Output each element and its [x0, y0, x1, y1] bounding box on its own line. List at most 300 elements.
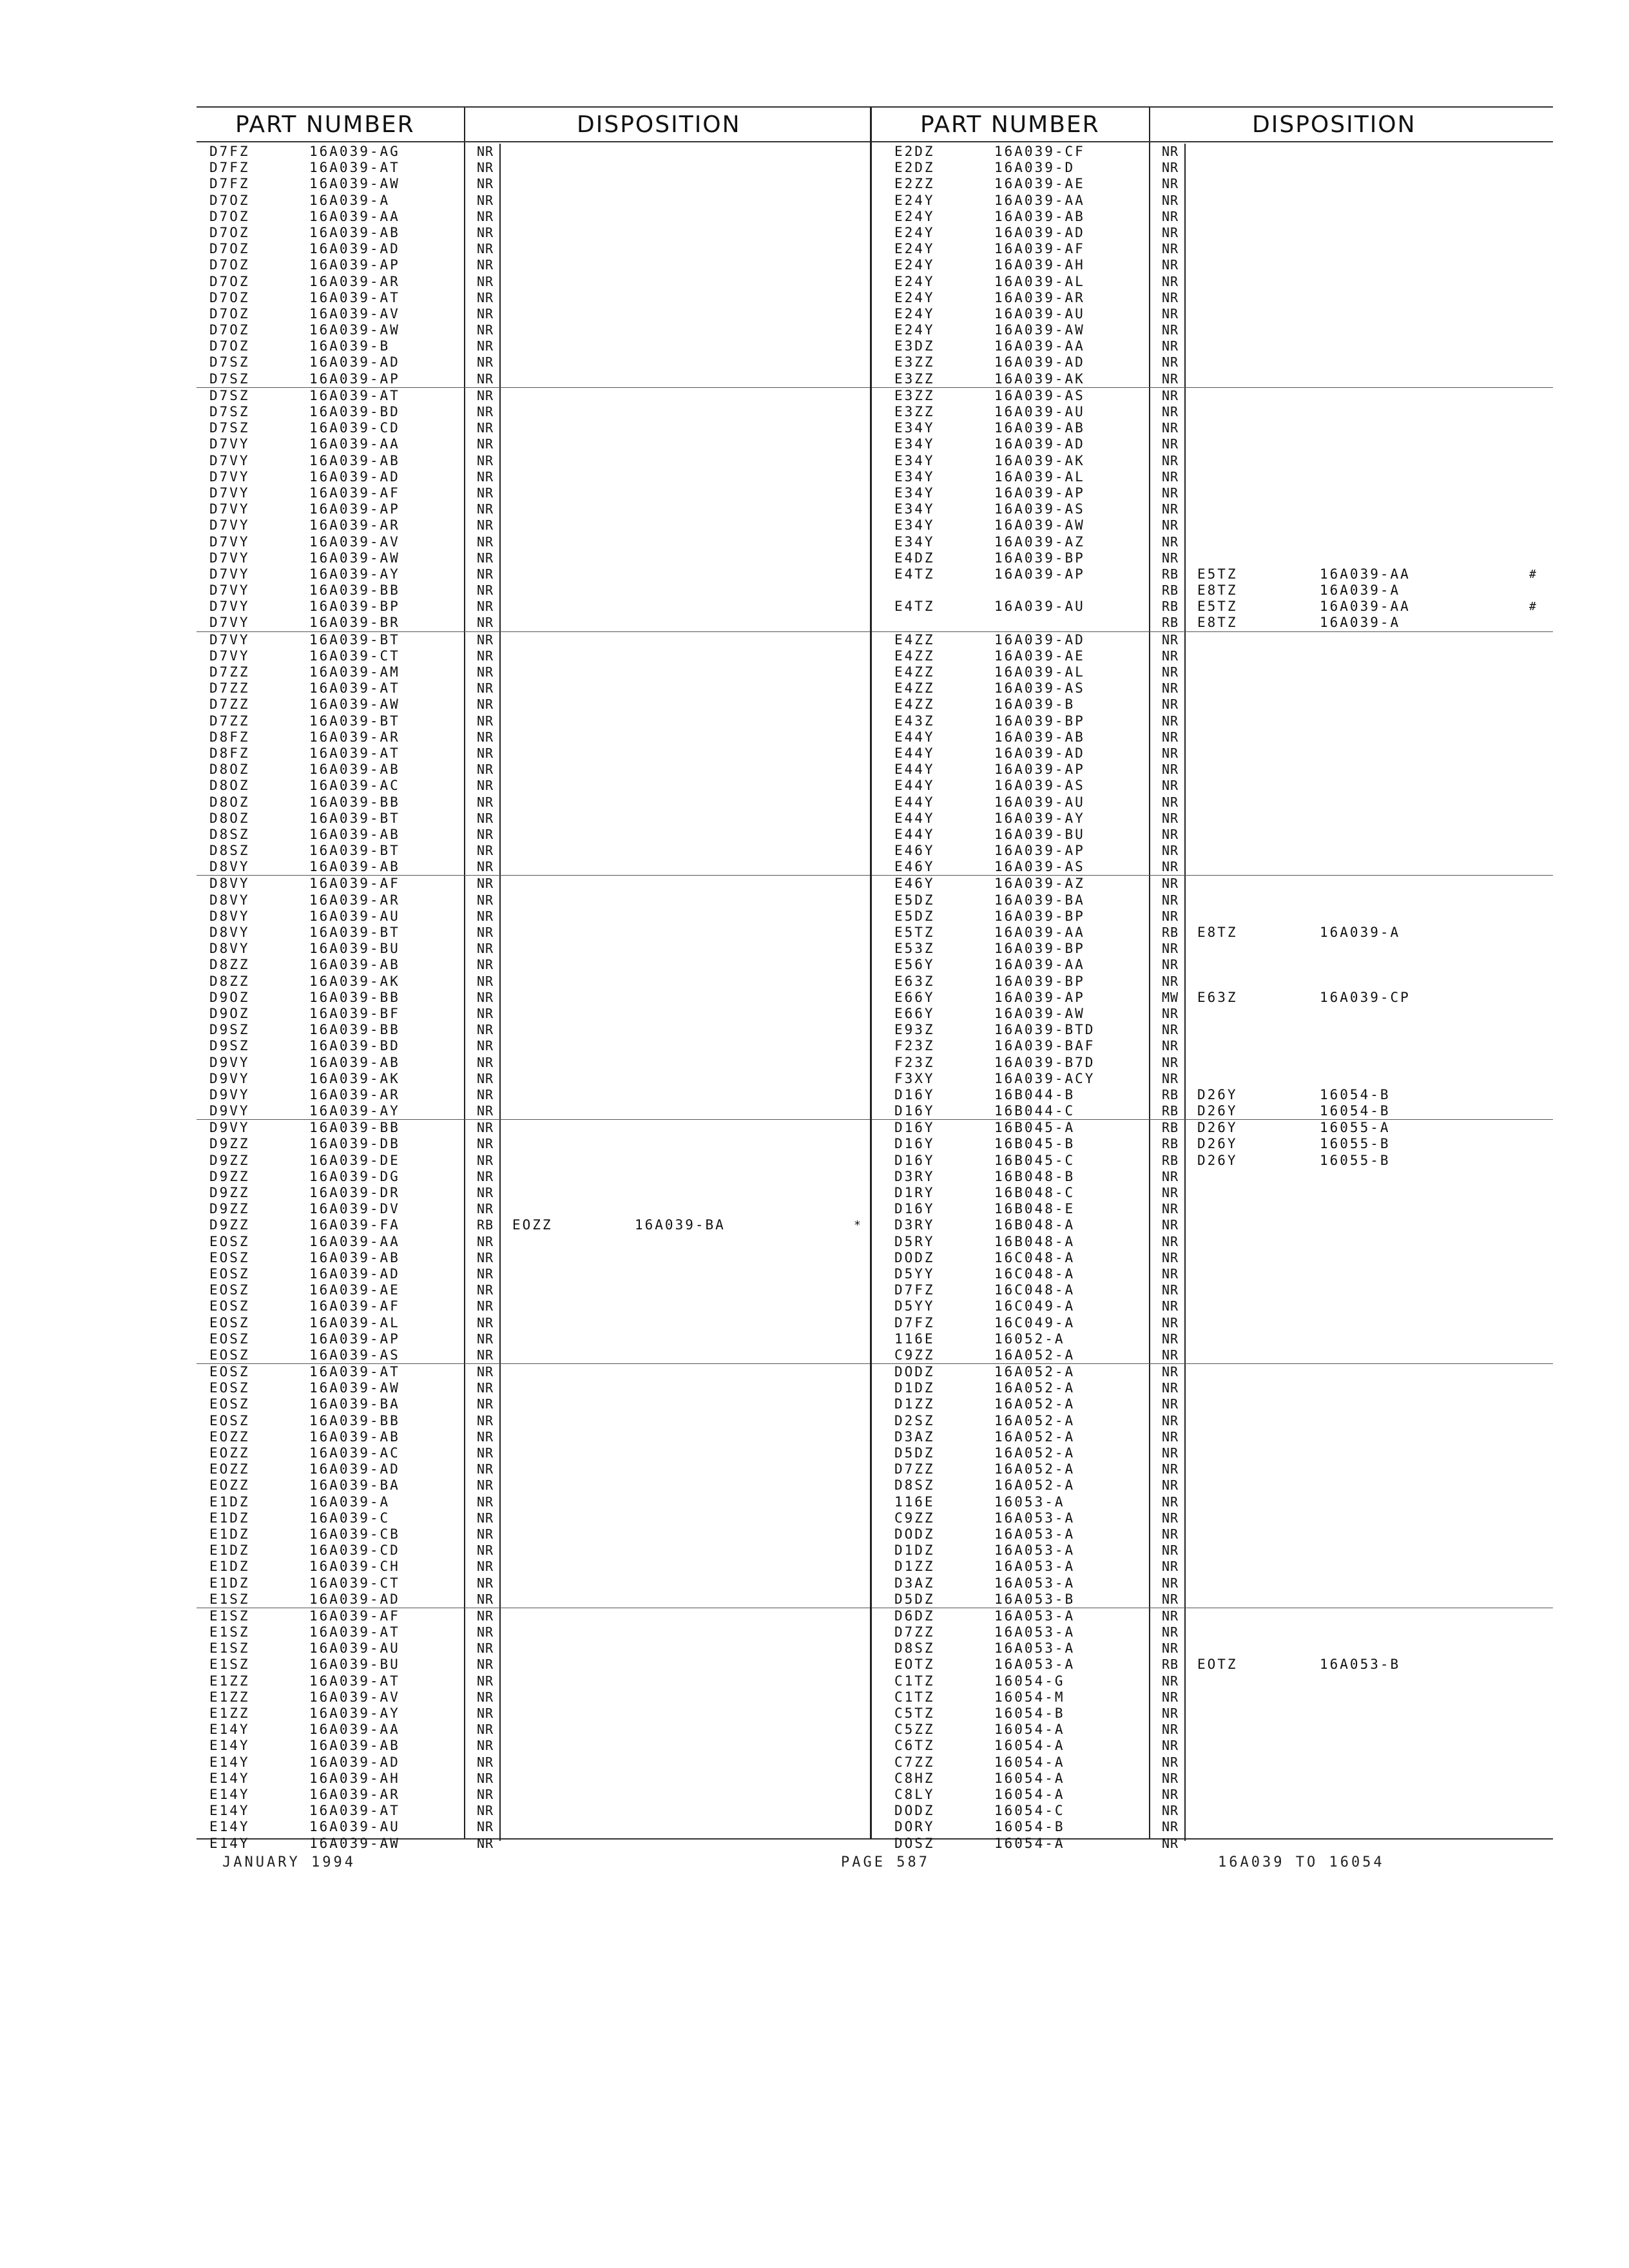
substitute-part-cell: 16A053-B	[1320, 1657, 1401, 1673]
model-cell: EOZZ	[209, 1428, 250, 1445]
table-row	[872, 1006, 1553, 1022]
disposition-code-cell: NR	[1162, 859, 1179, 875]
model-cell: D8SZ	[209, 843, 250, 859]
table-row	[197, 990, 905, 1006]
part-number-cell: 16A039-AV	[309, 305, 400, 322]
model-cell: E1DZ	[209, 1575, 250, 1591]
model-cell: D9ZZ	[209, 1217, 250, 1233]
part-number-cell: 16A039-AD	[994, 354, 1085, 370]
part-number-cell: 16A053-A	[994, 1542, 1075, 1559]
substitute-part-cell: 16055-A	[1320, 1120, 1391, 1136]
disposition-code-cell: NR	[477, 354, 494, 370]
table-row	[197, 941, 905, 957]
disposition-code-cell: NR	[477, 322, 494, 338]
part-number-cell: 16A039-AT	[309, 680, 400, 697]
part-number-cell: 16C048-A	[994, 1249, 1075, 1265]
table-row	[197, 517, 905, 533]
table-row	[872, 1266, 1553, 1282]
part-number-cell: 16A039-AW	[309, 322, 400, 338]
part-number-cell: 16A039-BB	[309, 582, 400, 599]
part-number-cell: 16A039-AP	[309, 370, 400, 387]
part-number-cell: 16A039-BB	[309, 1022, 400, 1038]
model-cell: F3XY	[894, 1070, 935, 1086]
table-row	[872, 534, 1553, 550]
model-cell: D7FZ	[209, 160, 250, 176]
disposition-code-cell: NR	[477, 257, 494, 273]
disposition-code-cell: RB	[1162, 1120, 1179, 1136]
part-number-cell: 16A039-AB	[309, 826, 400, 842]
substitute-model-cell: E5TZ	[1197, 566, 1238, 582]
disposition-code-cell: NR	[1162, 680, 1179, 697]
model-cell: E4TZ	[894, 566, 935, 582]
table-row	[872, 745, 1553, 762]
model-cell: EOSZ	[209, 1396, 250, 1412]
part-number-cell: 16A039-AS	[994, 680, 1085, 697]
disposition-code-cell: NR	[477, 810, 494, 826]
model-cell: E44Y	[894, 794, 935, 810]
disposition-code-cell: NR	[1162, 1575, 1179, 1591]
right-part-number-header: PART NUMBER	[920, 111, 1100, 138]
table-row	[872, 453, 1553, 469]
table-row	[872, 1413, 1553, 1429]
model-cell: E44Y	[894, 762, 935, 778]
table-row	[872, 241, 1553, 257]
table-row	[872, 648, 1553, 664]
model-cell: E34Y	[894, 533, 935, 550]
part-number-cell: 16A039-AU	[309, 908, 400, 924]
disposition-code-cell: NR	[1162, 176, 1179, 192]
model-cell: C1TZ	[894, 1673, 935, 1689]
table-row	[197, 1689, 905, 1706]
model-cell: E24Y	[894, 289, 935, 305]
table-row	[197, 908, 905, 925]
disposition-code-cell: NR	[1162, 1640, 1179, 1657]
part-number-cell: 16A039-AG	[309, 144, 400, 159]
part-number-cell: 16A039-AB	[994, 208, 1085, 224]
disposition-code-cell: NR	[1162, 192, 1179, 208]
table-row	[872, 1706, 1553, 1722]
table-row	[872, 957, 1553, 973]
model-cell: E24Y	[894, 273, 935, 289]
model-cell: C9ZZ	[894, 1510, 935, 1526]
part-number-cell: 16A039-BT	[309, 631, 400, 648]
disposition-code-cell: NR	[1162, 501, 1179, 517]
table-row	[872, 1429, 1553, 1445]
table-row	[872, 974, 1553, 990]
disposition-code-cell: NR	[1162, 1673, 1179, 1689]
table-row	[872, 1153, 1553, 1169]
substitute-part-cell: 16A039-A	[1320, 615, 1401, 631]
table-row	[197, 1055, 905, 1071]
model-cell: D9SZ	[209, 1022, 250, 1038]
model-cell: D8ZZ	[209, 973, 250, 989]
model-cell: D7ZZ	[209, 713, 250, 729]
model-cell: E34Y	[894, 452, 935, 468]
table-row	[197, 193, 905, 209]
table-row	[872, 1542, 1553, 1559]
table-row	[872, 827, 1553, 843]
substitute-part-cell: 16A039-A	[1320, 582, 1401, 599]
part-number-cell: 16A052-A	[994, 1347, 1075, 1363]
table-row	[872, 420, 1553, 436]
disposition-code-cell: NR	[477, 1331, 494, 1347]
disposition-code-cell: NR	[1162, 1364, 1179, 1380]
table-row	[872, 1461, 1553, 1477]
table-row	[872, 1640, 1553, 1657]
table-row	[197, 1119, 905, 1136]
table-row	[872, 274, 1553, 290]
part-number-cell: 16A053-A	[994, 1575, 1075, 1591]
model-cell: 116E	[894, 1494, 935, 1510]
model-cell: E2DZ	[894, 160, 935, 176]
disposition-code-cell: NR	[1162, 1689, 1179, 1705]
table-row	[197, 648, 905, 664]
table-row	[872, 631, 1553, 648]
model-cell: EOSZ	[209, 1249, 250, 1265]
footer-date: JANUARY 1994	[222, 1854, 356, 1870]
table-row	[197, 1819, 905, 1835]
disposition-code-cell: NR	[1162, 762, 1179, 778]
substitute-model-cell: E8TZ	[1197, 582, 1238, 599]
model-cell: D6DZ	[894, 1608, 935, 1624]
table-row	[872, 1055, 1553, 1071]
model-cell: D7OZ	[209, 208, 250, 224]
model-cell: C5ZZ	[894, 1722, 935, 1738]
table-row	[197, 599, 905, 615]
disposition-code-cell: RB	[1162, 599, 1179, 615]
substitute-part-cell: 16054-B	[1320, 1103, 1391, 1119]
part-number-cell: 16052-A	[994, 1331, 1065, 1347]
disposition-code-cell: NR	[1162, 452, 1179, 468]
part-number-cell: 16A039-AK	[994, 370, 1085, 387]
part-number-cell: 16A039-BB	[309, 794, 400, 810]
disposition-code-cell: NR	[477, 501, 494, 517]
disposition-code-cell: NR	[1162, 1217, 1179, 1233]
table-row	[872, 209, 1553, 225]
table-row	[872, 1591, 1553, 1608]
table-row	[197, 1022, 905, 1038]
table-row	[197, 404, 905, 420]
part-number-cell: 16A039-AP	[994, 485, 1085, 501]
disposition-code-cell: NR	[477, 1298, 494, 1314]
part-number-cell: 16A039-BP	[994, 941, 1085, 957]
table-row	[197, 1624, 905, 1640]
table-row	[872, 713, 1553, 729]
table-row	[197, 1234, 905, 1250]
model-cell: C7ZZ	[894, 1754, 935, 1770]
disposition-code-cell: NR	[477, 1461, 494, 1477]
table-row	[197, 144, 905, 160]
part-number-cell: 16A039-AW	[309, 176, 400, 192]
part-number-cell: 16A039-AF	[309, 485, 400, 501]
disposition-code-cell: NR	[1162, 1559, 1179, 1575]
substitute-part-cell: 16055-B	[1320, 1152, 1391, 1168]
table-row	[197, 209, 905, 225]
table-row	[872, 1526, 1553, 1542]
table-row	[872, 404, 1553, 420]
model-cell: D7FZ	[209, 144, 250, 159]
disposition-code-cell: RB	[1162, 925, 1179, 940]
table-row	[872, 387, 1553, 404]
disposition-code-cell: NR	[1162, 436, 1179, 452]
disposition-code-cell: NR	[1162, 273, 1179, 289]
part-number-cell: 16054-B	[994, 1819, 1065, 1835]
table-row	[872, 1038, 1553, 1054]
disposition-code-cell: NR	[1162, 1428, 1179, 1445]
model-cell: E2DZ	[894, 144, 935, 159]
table-row	[872, 729, 1553, 745]
table-row	[197, 274, 905, 290]
model-cell: EOZZ	[209, 1461, 250, 1477]
table-row	[197, 1461, 905, 1477]
model-cell: E3DZ	[894, 338, 935, 354]
disposition-code-cell: NR	[1162, 1298, 1179, 1314]
disposition-code-cell: NR	[1162, 1526, 1179, 1542]
table-row	[872, 859, 1553, 875]
disposition-code-cell: NR	[1162, 404, 1179, 419]
table-row	[197, 241, 905, 257]
model-cell: D9SZ	[209, 1038, 250, 1054]
part-number-cell: 16A039-DG	[309, 1168, 400, 1184]
disposition-code-cell: NR	[477, 794, 494, 810]
disposition-code-cell: NR	[477, 876, 494, 892]
part-number-cell: 16A039-BA	[309, 1477, 400, 1494]
right-rows	[872, 144, 1553, 1852]
disposition-code-cell: NR	[477, 273, 494, 289]
model-cell: E46Y	[894, 876, 935, 892]
disposition-code-cell: RB	[1162, 582, 1179, 599]
disposition-code-cell: NR	[477, 1185, 494, 1200]
part-number-cell: 16A039-CD	[309, 1542, 400, 1559]
model-cell: D9ZZ	[209, 1168, 250, 1184]
model-cell: E3ZZ	[894, 354, 935, 370]
table-row	[872, 144, 1553, 160]
table-row	[872, 1234, 1553, 1250]
disposition-code-cell: NR	[477, 1103, 494, 1119]
part-number-cell: 16A039-AP	[309, 257, 400, 273]
model-cell: D16Y	[894, 1152, 935, 1168]
model-cell: D8SZ	[209, 826, 250, 842]
disposition-code-cell: NR	[477, 1640, 494, 1657]
disposition-code-cell: NR	[477, 1689, 494, 1705]
part-number-cell: 16A039-AB	[309, 1738, 400, 1754]
table-row	[872, 1803, 1553, 1819]
table-row	[197, 1477, 905, 1494]
disposition-code-cell: RB	[1162, 1657, 1179, 1673]
model-cell: EOZZ	[209, 1445, 250, 1461]
part-number-cell: 16A053-A	[994, 1657, 1075, 1673]
model-cell: E44Y	[894, 778, 935, 794]
part-number-cell: 16C048-A	[994, 1265, 1075, 1282]
substitute-model-cell: EOTZ	[1197, 1657, 1238, 1673]
table-row	[197, 225, 905, 241]
disposition-code-cell: NR	[1162, 1396, 1179, 1412]
table-row	[872, 680, 1553, 697]
part-number-cell: 16A039-CH	[309, 1559, 400, 1575]
part-number-cell: 16A039-AB	[309, 1054, 400, 1070]
disposition-code-cell: NR	[477, 1038, 494, 1054]
model-cell: E34Y	[894, 485, 935, 501]
model-cell: E24Y	[894, 322, 935, 338]
disposition-code-cell: NR	[477, 582, 494, 599]
model-cell: E44Y	[894, 745, 935, 761]
part-number-cell: 16A039-ACY	[994, 1070, 1095, 1086]
model-cell: E3ZZ	[894, 387, 935, 403]
table-row	[197, 1201, 905, 1217]
part-number-cell: 16A039-B	[994, 697, 1075, 713]
part-number-cell: 16B044-C	[994, 1103, 1075, 1119]
model-cell: E34Y	[894, 517, 935, 533]
table-row	[872, 1119, 1553, 1136]
model-cell: D8SZ	[894, 1477, 935, 1494]
model-cell: E24Y	[894, 241, 935, 257]
table-row	[197, 1136, 905, 1152]
table-row	[872, 1494, 1553, 1510]
part-number-cell: 16A039-AD	[994, 745, 1085, 761]
model-cell: D5DZ	[894, 1445, 935, 1461]
table-row	[872, 1380, 1553, 1396]
model-cell: D7VY	[209, 485, 250, 501]
table-row	[197, 1331, 905, 1347]
table-row	[872, 1201, 1553, 1217]
disposition-code-cell: NR	[477, 1347, 494, 1363]
part-number-cell: 16A053-A	[994, 1640, 1075, 1657]
table-row	[872, 1315, 1553, 1331]
table-row	[197, 1087, 905, 1103]
disposition-code-cell: NR	[1162, 517, 1179, 533]
model-cell: D7OZ	[209, 257, 250, 273]
part-number-cell: 16A039-AD	[309, 1461, 400, 1477]
part-number-cell: 16A039-AF	[309, 876, 400, 892]
model-cell: EOZZ	[209, 1477, 250, 1494]
disposition-code-cell: NR	[477, 1086, 494, 1102]
table-row	[197, 1298, 905, 1314]
model-cell: D7ZZ	[209, 697, 250, 713]
model-cell: D7OZ	[209, 338, 250, 354]
substitute-model-cell: D26Y	[1197, 1120, 1238, 1136]
disposition-code-cell: NR	[1162, 1819, 1179, 1835]
part-number-cell: 16A039-AR	[309, 892, 400, 908]
table-row	[197, 1575, 905, 1591]
part-number-cell: 16A039-AA	[309, 436, 400, 452]
model-cell: E4TZ	[894, 599, 935, 615]
model-cell: D3AZ	[894, 1428, 935, 1445]
part-number-cell: 16A039-AT	[309, 745, 400, 761]
disposition-code-cell: NR	[1162, 826, 1179, 842]
disposition-code-cell: NR	[477, 1136, 494, 1152]
disposition-code-cell: NR	[477, 1559, 494, 1575]
part-number-cell: 16A039-DR	[309, 1185, 400, 1200]
table-row	[197, 550, 905, 566]
model-cell: E14Y	[209, 1835, 250, 1851]
substitute-part-cell: 16A039-AA	[1320, 599, 1411, 615]
disposition-code-cell: NR	[477, 957, 494, 973]
part-number-cell: 16A039-AC	[309, 778, 400, 794]
table-row	[197, 1363, 905, 1380]
part-number-cell: 16A039-BP	[994, 908, 1085, 924]
note-mark-cell: #	[1529, 600, 1536, 614]
part-number-cell: 16A039-BA	[994, 892, 1085, 908]
table-row	[197, 387, 905, 404]
disposition-code-cell: NR	[477, 1314, 494, 1331]
model-cell: D7ZZ	[894, 1624, 935, 1640]
part-number-cell: 16A039-BP	[994, 713, 1085, 729]
table-row	[872, 1559, 1553, 1575]
table-row	[872, 697, 1553, 713]
disposition-code-cell: NR	[477, 192, 494, 208]
part-number-cell: 16A052-A	[994, 1428, 1075, 1445]
model-cell: D9VY	[209, 1054, 250, 1070]
table-row	[197, 631, 905, 648]
disposition-code-cell: NR	[1162, 289, 1179, 305]
disposition-code-cell: MW	[1162, 989, 1179, 1005]
disposition-code-cell: NR	[477, 1282, 494, 1298]
part-number-cell: 16A039-AS	[994, 501, 1085, 517]
table-row	[872, 1363, 1553, 1380]
disposition-code-cell: NR	[477, 631, 494, 648]
model-cell: D7VY	[209, 615, 250, 631]
part-number-cell: 16A039-CT	[309, 1575, 400, 1591]
disposition-code-cell: NR	[477, 566, 494, 582]
model-cell: D9ZZ	[209, 1136, 250, 1152]
disposition-code-cell: NR	[477, 1168, 494, 1184]
part-number-cell: 16A039-AB	[994, 420, 1085, 436]
model-cell: E44Y	[894, 810, 935, 826]
part-number-cell: 16A039-AT	[309, 1624, 400, 1640]
part-number-cell: 16A039-AB	[309, 1249, 400, 1265]
disposition-code-cell: NR	[1162, 224, 1179, 240]
model-cell: E4ZZ	[894, 631, 935, 648]
table-row	[197, 892, 905, 908]
disposition-code-cell: NR	[1162, 533, 1179, 550]
table-row	[872, 517, 1553, 533]
part-number-cell: 16A039-CD	[309, 420, 400, 436]
disposition-code-cell: NR	[1162, 1005, 1179, 1021]
disposition-code-cell: NR	[477, 1526, 494, 1542]
part-number-cell: 16A039-AT	[309, 289, 400, 305]
table-row	[872, 1673, 1553, 1689]
table-row	[197, 1217, 905, 1233]
disposition-code-cell: NR	[477, 1803, 494, 1819]
disposition-code-cell: NR	[477, 1624, 494, 1640]
part-number-cell: 16A039-AE	[309, 1282, 400, 1298]
disposition-code-cell: NR	[1162, 1722, 1179, 1738]
part-number-cell: 16A039-DV	[309, 1201, 400, 1217]
part-number-cell: 16A039-AT	[309, 1803, 400, 1819]
disposition-code-cell: NR	[477, 697, 494, 713]
model-cell: D8OZ	[209, 810, 250, 826]
model-cell: E46Y	[894, 859, 935, 875]
part-number-cell: 16A039-AL	[994, 468, 1085, 485]
part-number-cell: 16A039-BT	[309, 713, 400, 729]
table-row	[872, 664, 1553, 680]
model-cell: E1SZ	[209, 1591, 250, 1607]
table-row	[197, 1673, 905, 1689]
disposition-code-cell: NR	[477, 1445, 494, 1461]
model-cell: E5DZ	[894, 892, 935, 908]
table-row	[872, 257, 1553, 273]
disposition-code-cell: NR	[1162, 697, 1179, 713]
model-cell: D1ZZ	[894, 1559, 935, 1575]
right-table	[870, 106, 1553, 1851]
part-number-cell: 16A039-DE	[309, 1152, 400, 1168]
model-cell: D3RY	[894, 1168, 935, 1184]
part-number-cell: 16054-B	[994, 1706, 1065, 1721]
table-row	[872, 566, 1553, 582]
part-number-cell: 16A039-A	[309, 192, 390, 208]
disposition-code-cell: NR	[477, 745, 494, 761]
table-row	[872, 892, 1553, 908]
